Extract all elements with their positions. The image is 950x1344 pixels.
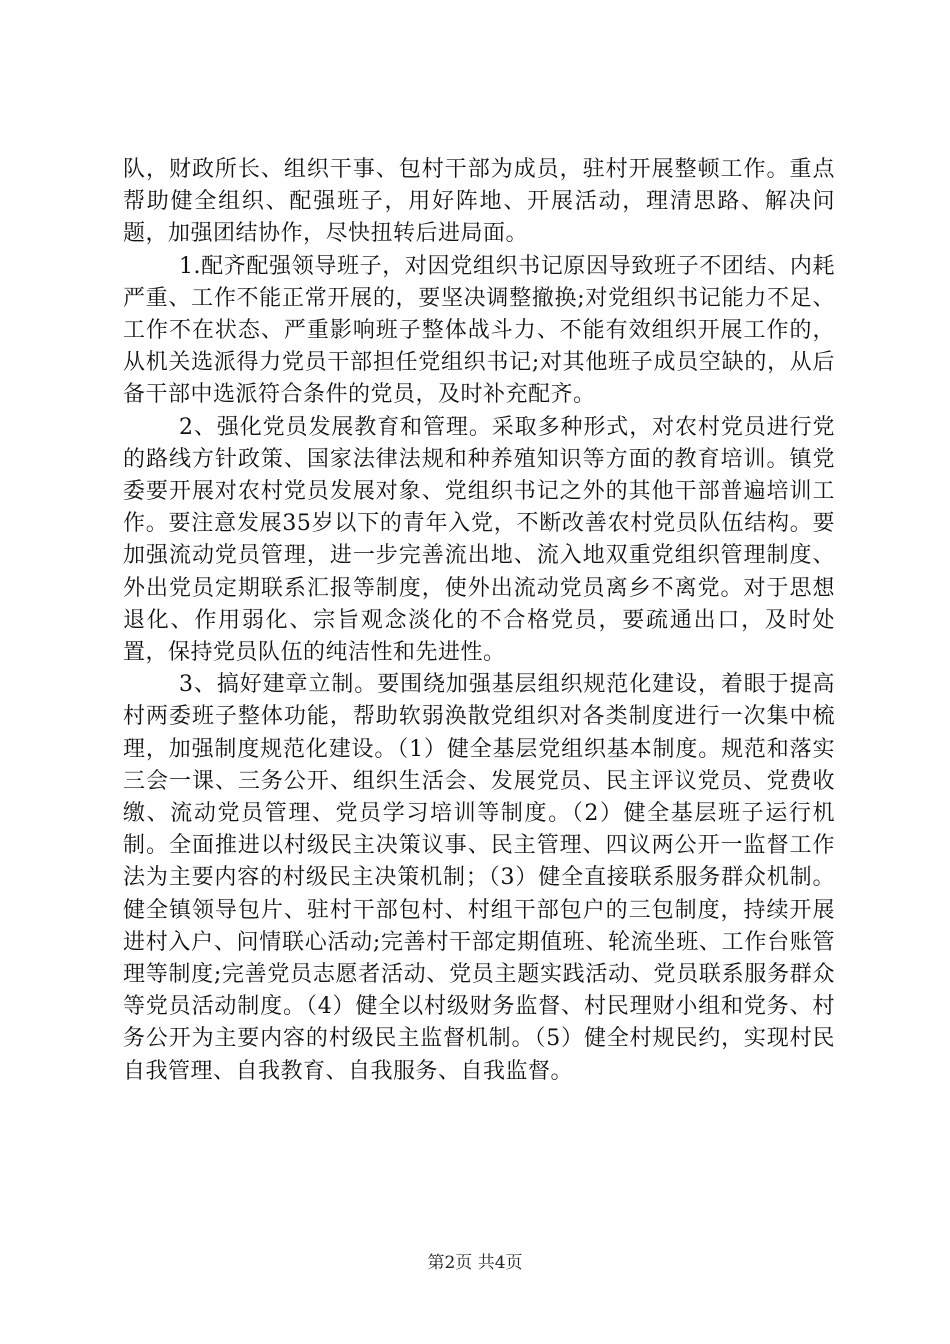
paragraph-continuation: 队，财政所长、组织干事、包村干部为成员，驻村开展整顿工作。重点帮助健全组织、配强班子，用好阵地、开展活动，理清思路、解决问题，加强团结协作，尽快扭转后进局面。: [123, 157, 835, 247]
page-footer: 第2页 共4页: [427, 1253, 523, 1273]
document-body: [123, 154, 835, 1088]
paragraph-item-3: 3、搞好建章立制。要围绕加强基层组织规范化建设，着眼于提高村两委班子整体功能，帮助软弱涣散党组织对各类制度进行一次集中梳理，加强制度规范化建设。（1）健全基层党组织基本制度。规范和落实三会一课、三务公开、组织生活会、发展党员、民主评议党员、党费收缴、流动党员管理、党员学习培训等制度。（2）健全基层班子运行机制。全面推进以村级民主决策议事、民主管理、四议两公开一监督工作法为主要内容的村级民主决策机制；（3）健全直接联系服务群众机制。健全镇领导包片、驻村干部包村、村组干部包户的三包制度，持续开展进村入户、问情联心活动;完善村干部定期值班、轮流坐班、工作台账管理等制度;完善党员志愿者活动、党员主题实践活动、党员联系服务群众等党员活动制度。（4）健全以村级财务监督、村民理财小组和党务、村务公开为主要内容的村级民主监督机制。（5）健全村规民约，实现村民自我管理、自我教育、自我服务、自我监督。: [123, 672, 835, 1084]
paragraph-item-2: 2、强化党员发展教育和管理。采取多种形式，对农村党员进行党的路线方针政策、国家法律法规和种养殖知识等方面的教育培训。镇党委要开展对农村党员发展对象、党组织书记之外的其他干部普遍培训工作。要注意发展35岁以下的青年入党，不断改善农村党员队伍结构。要加强流动党员管理，进一步完善流出地、流入地双重党组织管理制度、外出党员定期联系汇报等制度，使外出流动党员离乡不离党。对于思想退化、作用弱化、宗旨观念淡化的不合格党员，要疏通出口，及时处置，保持党员队伍的纯洁性和先进性。: [123, 414, 835, 666]
paragraph-item-1: 1.配齐配强领导班子，对因党组织书记原因导致班子不团结、内耗严重、工作不能正常开展的，要坚决调整撤换;对党组织书记能力不足、工作不在状态、严重影响班子整体战斗力、不能有效组织开展工作的，从机关选派得力党员干部担任党组织书记;对其他班子成员空缺的，从后备干部中选派符合条件的党员，及时补充配齐。: [123, 253, 835, 408]
